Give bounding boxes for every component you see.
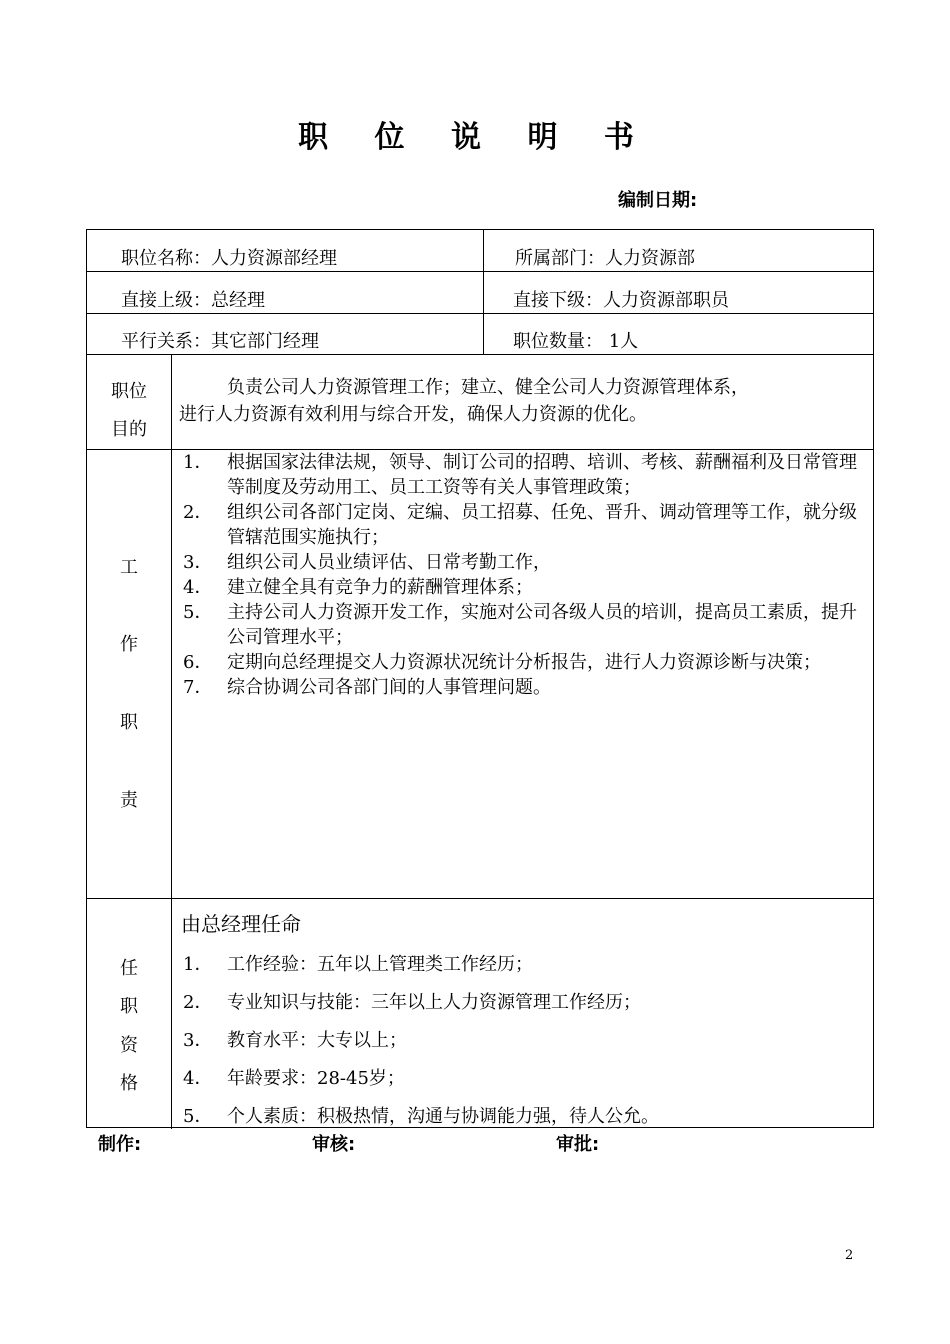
list-item: 7． 综合协调公司各部门间的人事管理问题。 [183,677,551,698]
list-item: 2． 专业知识与技能：三年以上人力资源管理工作经历； [183,992,641,1013]
list-item: 1． 工作经验：五年以上管理类工作经历； [183,954,533,975]
list-item: 5． 主持公司人力资源开发工作，实施对公司各级人员的培训，提高员工素质，提升公司管理水平； [183,602,857,648]
list-item: 1． 根据国家法律法规，领导、制订公司的招聘、培训、考核、薪酬福利及日常管理等制度及劳动用工、员工工资等有关人事管理政策； [183,452,857,498]
qual-label-1: 任 [120,958,138,979]
made-by-label: 制作: [98,1134,142,1155]
list-item: 2． 组织公司各部门定岗、定编、员工招募、任免、晋升、调动管理等工作，就分级管辖范围实施执行； [183,502,857,548]
direct-subordinate: 直接下级：人力资源部职员 [513,290,729,311]
page-title: 职 位 说 明 书 [298,120,652,155]
job-description-table [86,229,874,1128]
duties-list [183,450,873,700]
duties-label-1: 工 [120,557,138,578]
department: 所属部门：人力资源部 [515,248,695,269]
qual-label-4: 格 [120,1073,138,1094]
compile-date-label: 编制日期: [618,190,698,211]
qual-label-2: 职 [120,996,138,1017]
list-item: 4． 建立健全具有竞争力的薪酬管理体系； [183,577,533,598]
direct-superior: 直接上级：总经理 [121,290,265,311]
list-item: 3． 教育水平：大专以上； [183,1030,407,1051]
list-item: 3． 组织公司人员业绩评估、日常考勤工作， [183,552,551,573]
qualifications-list [183,946,863,1136]
list-item: 5． 个人素质：积极热情，沟通与协调能力强，待人公允。 [183,1106,659,1127]
qual-intro: 由总经理任命 [181,912,301,936]
qual-label-3: 资 [120,1035,138,1056]
position-count: 职位数量： 1人 [513,331,639,352]
parallel-relation: 平行关系：其它部门经理 [121,331,319,352]
reviewed-by-label: 审核: [312,1134,356,1155]
purpose-label-1: 职位 [111,381,147,402]
purpose-line-2: 进行人力资源有效利用与综合开发，确保人力资源的优化。 [179,404,647,425]
position-name: 职位名称：人力资源部经理 [121,248,337,269]
purpose-label-2: 目的 [111,419,147,440]
duties-label-4: 责 [120,790,138,811]
duties-label-2: 作 [120,634,138,655]
list-item: 6． 定期向总经理提交人力资源状况统计分析报告，进行人力资源诊断与决策； [183,652,821,673]
duties-label-3: 职 [120,712,138,733]
approved-by-label: 审批: [556,1134,600,1155]
list-item: 4． 年龄要求：28-45岁； [183,1068,405,1089]
purpose-line-1: 负责公司人力资源管理工作；建立、健全公司人力资源管理体系， [227,377,749,398]
page-number: 2 [845,1248,854,1263]
